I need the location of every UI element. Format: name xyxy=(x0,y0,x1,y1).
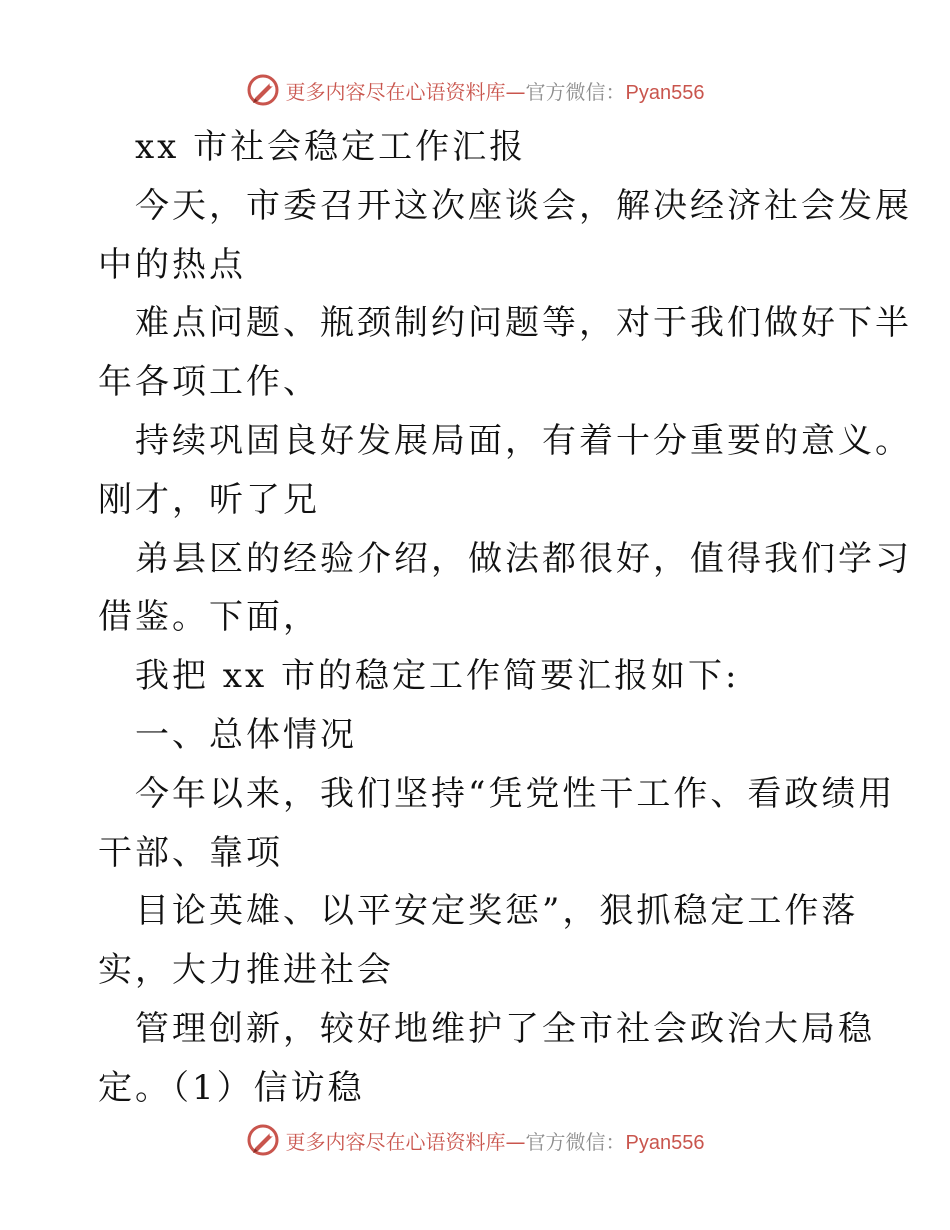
document-line: 干部、靠项 xyxy=(98,832,283,873)
document-line: 实，大力推进社会 xyxy=(98,950,394,991)
document-line: 今年以来，我们坚持“凭党性干工作、看政绩用 xyxy=(135,773,896,814)
document-line: 定。（1）信访稳 xyxy=(98,1067,365,1108)
document-line: 目论英雄、以平安定奖惩”，狠抓稳定工作落 xyxy=(135,891,859,932)
footer-promo-text: 更多内容尽在心语资料库 xyxy=(285,1129,506,1154)
document-line: xx 市社会稳定工作汇报 xyxy=(135,127,527,167)
document-line: 借鉴。下面， xyxy=(98,597,320,638)
pen-logo-icon xyxy=(246,1123,280,1157)
document-body xyxy=(98,118,912,1118)
document-line: 今天，市委召开这次座谈会，解决经济社会发展 xyxy=(135,185,912,226)
document-line: 持续巩固良好发展局面，有着十分重要的意义。 xyxy=(135,420,912,461)
header-banner xyxy=(0,70,950,110)
footer-banner xyxy=(0,1120,950,1160)
document-line: 中的热点 xyxy=(98,244,246,285)
document-line: 年各项工作、 xyxy=(98,362,320,403)
header-separator: — xyxy=(505,79,526,104)
header-promo-text: 更多内容尽在心语资料库 xyxy=(285,79,506,104)
document-line: 管理创新，较好地维护了全市社会政治大局稳 xyxy=(135,1008,875,1049)
header-wechat-label: 官方微信： xyxy=(525,79,626,104)
document-line: 难点问题、瓶颈制约问题等，对于我们做好下半 xyxy=(135,303,912,344)
document-line: 一、总体情况 xyxy=(135,714,357,755)
footer-wechat-label: 官方微信： xyxy=(525,1129,626,1154)
document-line: 刚才，听了兄 xyxy=(98,479,320,520)
pen-logo-icon xyxy=(246,73,280,107)
footer-wechat-id: Pyan556 xyxy=(625,1131,705,1154)
document-line: 我把 xx 市的稳定工作简要汇报如下: xyxy=(135,656,740,697)
header-wechat-id: Pyan556 xyxy=(625,81,705,104)
document-line: 弟县区的经验介绍，做法都很好，值得我们学习 xyxy=(135,538,912,579)
footer-separator: — xyxy=(505,1129,526,1154)
